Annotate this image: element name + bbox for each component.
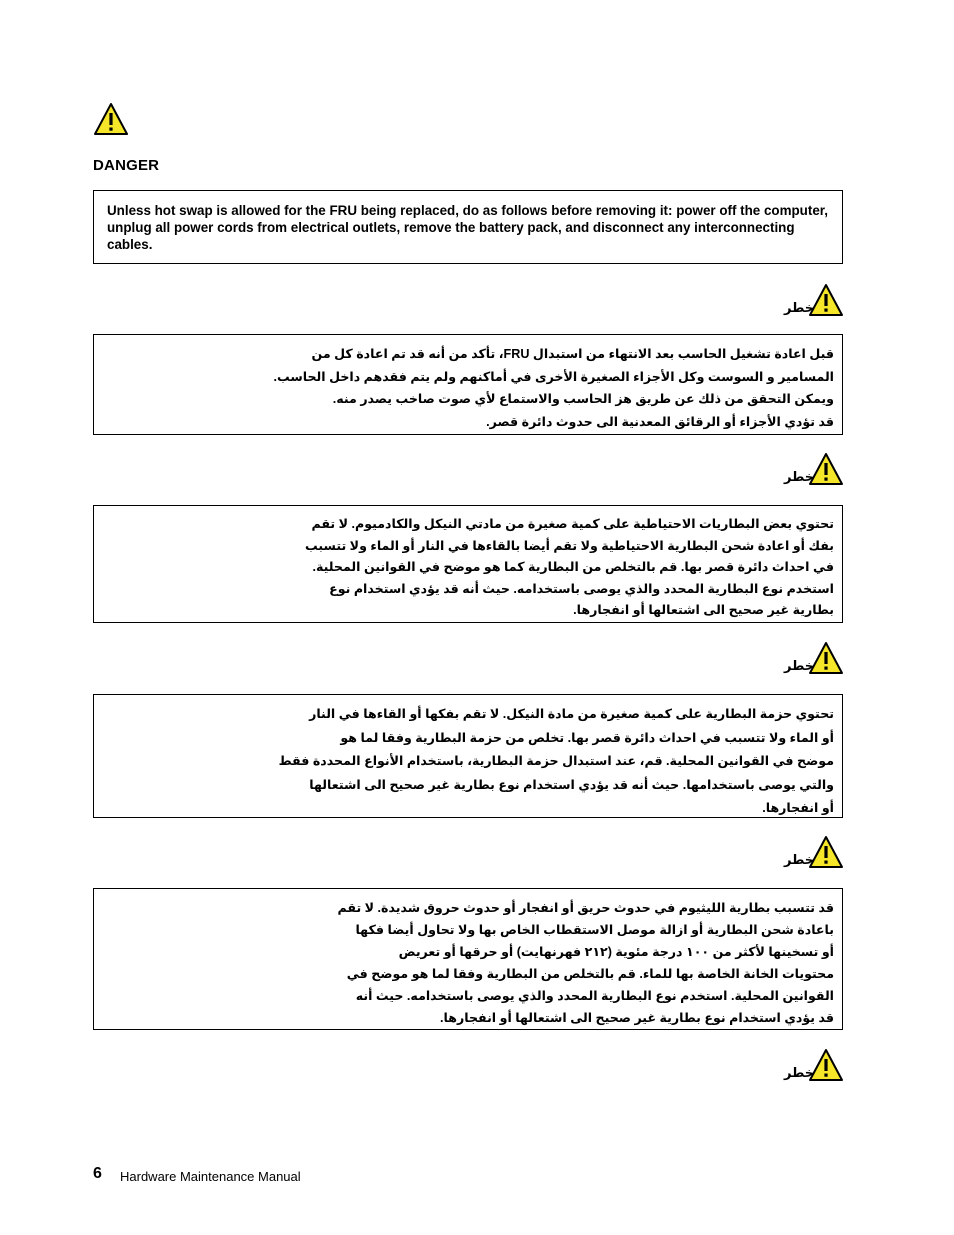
- text-line: محتويات الخانة الخاصة بها للماء. قم بالتخلص من البطارية وفقا لما هو موضح في: [346, 967, 834, 981]
- arabic-warning-box: [93, 888, 843, 1030]
- text-line: أو انفجارها.: [762, 801, 834, 815]
- arabic-warning-box: [93, 334, 843, 435]
- text-line: والتي يوصى باستخدامها. حيث أنه قد يؤدي استخدام نوع بطارية غير صحيح الى اشتعالها: [309, 777, 834, 792]
- manual-title: Hardware Maintenance Manual: [120, 1169, 301, 1184]
- page-number: 6: [93, 1165, 102, 1182]
- arabic-warning-text: [305, 514, 834, 622]
- text-line: موضح في القوانين المحلية. قم، عند استبدال حزمة البطارية، باستخدام الأنواع المحددة فقط: [278, 754, 834, 768]
- warning-label: خطر: [784, 300, 815, 315]
- text-line: استخدم نوع البطارية المحدد والذي يوصى باستخدامه. حيث أنه قد يؤدي استخدام نوع: [329, 581, 834, 596]
- danger-notice-text: Unless hot swap is allowed for the FRU being replaced, do as follows before removing it: power off the computer, unplug all power cords from electrical outlets, remove the battery pack, and disconnect any interconnecting cables.: [107, 203, 828, 252]
- text-line: بطارية غير صحيح الى اشتعالها أو انفجارها.: [573, 603, 834, 617]
- warning-label: خطر: [784, 658, 815, 673]
- text-line: القوانين المحلية. استخدم نوع البطارية المحدد والذي يوصى باستخدامه. حيث أنه: [355, 989, 834, 1003]
- text-line: قد يؤدي استخدام نوع بطارية غير صحيح الى اشتعالها أو انفجارها.: [440, 1011, 834, 1025]
- arabic-warning-text: [274, 343, 834, 433]
- arabic-warning-text: [279, 703, 834, 821]
- arabic-warning-text: [338, 897, 834, 1029]
- text-line: قد تتسبب بطارية الليثيوم في حدوث حريق أو انفجار أو حدوث حروق شديدة. لا تقم: [337, 901, 834, 915]
- warning-triangle-icon: [93, 102, 129, 141]
- danger-notice-box: [93, 190, 843, 264]
- text-line: أو الماء ولا تتسبب في احداث دائرة قصر بها. تخلص من حزمة البطارية وفقا لما هو: [340, 730, 834, 745]
- text-line: تحتوي حزمة البطارية على كمية صغيرة من مادة النيكل. لا تقم بفكها أو القاءها في النار: [309, 707, 834, 721]
- danger-heading: DANGER: [93, 157, 160, 174]
- text-line: باعادة شحن البطارية أو ازالة موصل الاستقطاب الخاص بها ولا تحاول أيضا فكها: [355, 923, 834, 937]
- text-line: ويمكن التحقق من ذلك عن طريق هز الحاسب والاستماع لأي صوت صاخب يصدر منه.: [332, 392, 834, 406]
- warning-label: خطر: [784, 852, 815, 867]
- warning-label: خطر: [784, 469, 815, 484]
- text-line: قد تؤدي الأجزاء أو الرقائق المعدنية الى حدوث دائرة قصر.: [486, 414, 834, 429]
- text-line: المسامير و السوست وكل الأجزاء الصغيرة الأخرى في أماكنهم ولم يتم فقدهم داخل الحاسب.: [273, 369, 834, 384]
- warning-label: خطر: [784, 1065, 815, 1080]
- text-line: أو تسخينها لأكثر من ١٠٠ درجة مئوية (٢١٢ فهرنهايت) أو حرقها أو تعريض: [398, 945, 834, 959]
- arabic-warning-box: [93, 505, 843, 623]
- text-line: قبل اعادة تشغيل الحاسب بعد الانتهاء من استبدال FRU، تأكد من أنه قد تم اعادة كل من: [311, 347, 834, 361]
- arabic-warning-box: [93, 694, 843, 818]
- text-line: تحتوي بعض البطاريات الاحتياطية على كمية صغيرة من مادتي النيكل والكادميوم. لا تقم: [311, 517, 834, 531]
- text-line: في احداث دائرة قصر بها. قم بالتخلص من البطارية كما هو موضح في القوانين المحلية.: [312, 560, 834, 574]
- text-line: بفك أو اعادة شحن البطارية الاحتياطية ولا تقم أيضا بالقاءها في النار أو الماء ولا تتسبب: [305, 538, 834, 553]
